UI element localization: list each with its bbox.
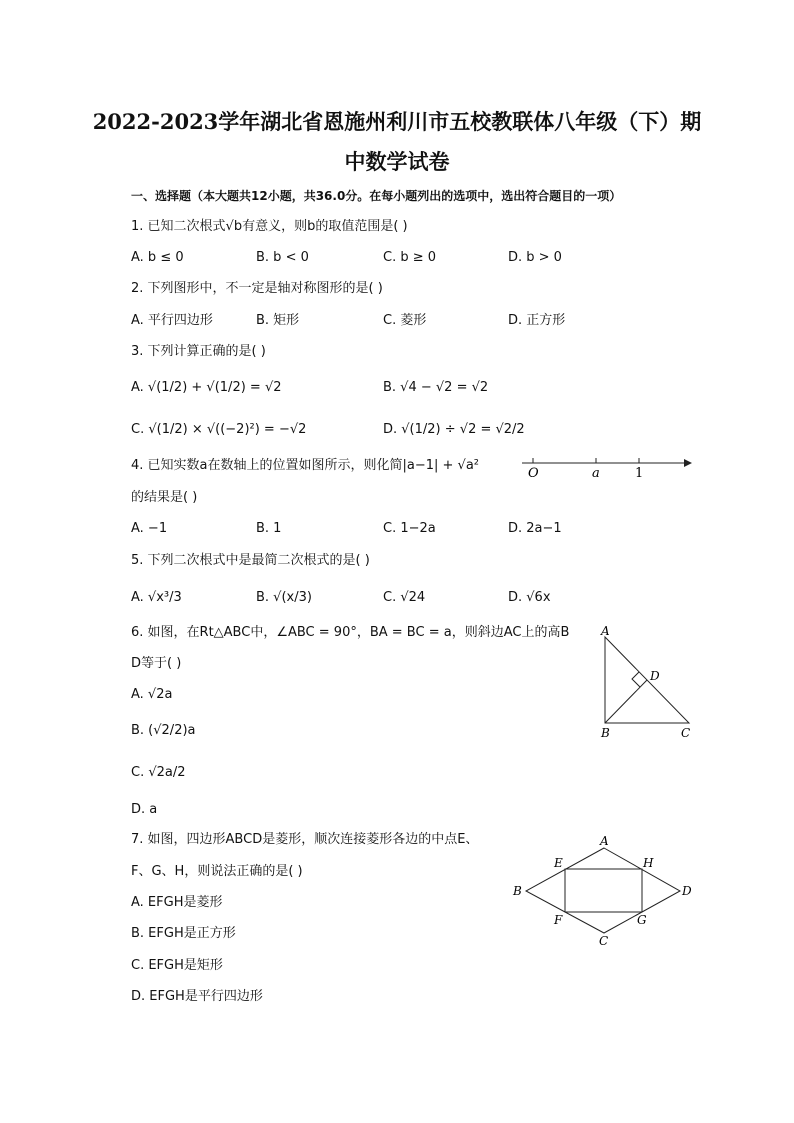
midpoint-label-e: E [554,856,563,870]
q2-option-d: D. 正方形 [508,313,566,328]
vertex-label-a: A [600,834,609,848]
label-origin: O [528,466,539,481]
vertex-label-d: D [682,884,692,898]
vertex-label-b: B [601,726,610,740]
q4-option-d: D. 2a−1 [508,521,562,536]
vertex-label-c: C [681,726,691,740]
q7-option-c: C. EFGH是矩形 [131,958,223,973]
q1-option-b: B. b < 0 [256,250,309,265]
label-one: 1 [635,466,644,481]
q2-option-c: C. 菱形 [383,313,427,328]
vertex-label-a: A [601,625,610,638]
title-line-1: 2022-2023学年湖北省恩施州利川市五校教联体八年级（下）期 [92,109,702,134]
midpoint-label-g: G [637,913,647,927]
q4-option-b: B. 1 [256,521,282,536]
q6-option-a: A. √2a [131,687,173,702]
q2-stem: 2. 下列图形中，不一定是轴对称图形的是( ) [131,281,383,296]
q3-option-b: B. √4 − √2 = √2 [383,380,489,395]
section-header: 一、选择题（本大题共12小题，共36.0分。在每小题列出的选项中，选出符合题目的一项） [131,189,622,203]
q7-stem-line-1: 7. 如图，四边形ABCD是菱形，顺次连接菱形各边的中点E、 [131,832,479,847]
rhombus-abcd [526,848,680,933]
q2-option-b: B. 矩形 [256,313,300,328]
altitude-bd [605,680,647,723]
q1-option-a: A. b ≤ 0 [131,250,184,265]
q4-option-c: C. 1−2a [383,521,436,536]
q5-option-a: A. √x³/3 [131,590,182,605]
number-line-arrow [684,459,692,467]
vertex-label-c: C [599,934,609,948]
title-line-2: 中数学试卷 [344,149,450,174]
rectangle-efgh [565,869,642,912]
number-line-figure [518,452,698,482]
q7-option-b: B. EFGH是正方形 [131,926,236,941]
label-a: a [592,466,600,481]
q6-option-c: C. √2a/2 [131,765,186,780]
q5-option-b: B. √(x/3) [256,590,312,605]
midpoint-label-h: H [643,856,654,870]
q3-option-d: D. √(1/2) ÷ √2 = √2/2 [383,422,525,437]
q6-option-b: B. (√2/2)a [131,723,196,738]
q1-stem: 1. 已知二次根式√b有意义，则b的取值范围是( ) [131,219,408,234]
q4-stem-line-1: 4. 已知实数a在数轴上的位置如图所示，则化简|a−1| + √a² [131,458,480,473]
q3-option-a: A. √(1/2) + √(1/2) = √2 [131,380,282,395]
vertex-label-d: D [650,669,660,683]
q7-option-a: A. EFGH是菱形 [131,895,223,910]
midpoint-label-f: F [554,913,563,927]
q5-stem: 5. 下列二次根式中是最简二次根式的是( ) [131,553,370,568]
q3-stem: 3. 下列计算正确的是( ) [131,344,266,359]
vertex-label-b: B [513,884,522,898]
q7-stem-line-2: F、G、H，则说法正确的是( ) [131,864,303,879]
q6-option-d: D. a [131,802,158,817]
q3-option-c: C. √(1/2) × √((−2)²) = −√2 [131,422,307,437]
q4-option-a: A. −1 [131,521,168,536]
q4-stem-line-2: 的结果是( ) [131,490,198,505]
q7-option-d: D. EFGH是平行四边形 [131,989,263,1004]
q1-option-c: C. b ≥ 0 [383,250,437,265]
q5-option-c: C. √24 [383,590,426,605]
right-angle-mark [632,672,640,687]
q6-stem-line-1: 6. 如图，在Rt△ABC中，∠ABC = 90°，BA = BC = a，则斜边AC上的高B [131,625,570,640]
q1-option-d: D. b > 0 [508,250,562,265]
q2-option-a: A. 平行四边形 [131,313,213,328]
q5-option-d: D. √6x [508,590,551,605]
q6-stem-line-2: D等于( ) [131,656,182,671]
rhombus-figure [508,832,698,950]
triangle-figure [595,625,700,743]
